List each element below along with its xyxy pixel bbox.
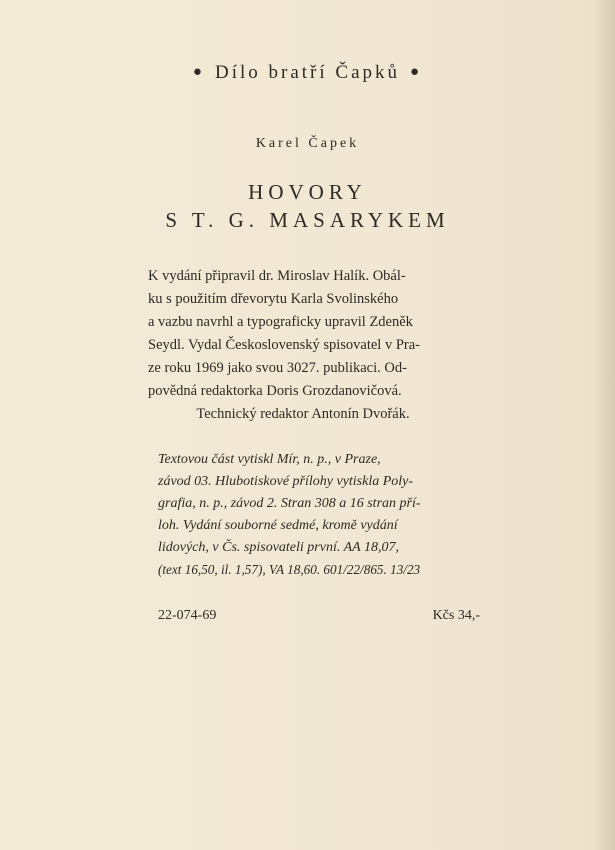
imprint-line: ku s použitím dřevorytu Karla Svolinského: [148, 291, 399, 307]
imprint-line: K vydání připravil dr. Miroslav Halík. Obál-: [148, 268, 406, 284]
colophon-line: loh. Vydání souborné sedmé, kromě vydání: [158, 518, 398, 533]
imprint-line: Seydl. Vydal Československý spisovatel v Pra-: [148, 337, 420, 353]
author-name: Karel Čapek: [255, 136, 360, 151]
imprint-line: ze roku 1969 jako svou 3027. publikaci. Od-: [148, 360, 407, 376]
bullet-right-icon: ●: [410, 64, 423, 80]
bullet-left-icon: ●: [192, 64, 205, 80]
colophon-line: Textovou část vytiskl Mír, n. p., v Praze,: [158, 452, 381, 467]
series-title: Dílo bratří Čapků: [214, 62, 401, 83]
catalog-number: 22-074-69: [158, 608, 217, 623]
book-title-line-1: HOVORY: [248, 180, 367, 204]
imprint-line: a vazbu navrhl a typograficky upravil Zdeněk: [148, 314, 413, 330]
colophon-line: (text 16,50, il. 1,57), VA 18,60. 601/22/865. 13/23: [158, 562, 421, 577]
colophon-line: závod 03. Hlubotiskové přílohy vytiskla Poly-: [158, 474, 414, 489]
footer-row: [158, 608, 480, 624]
page-edge-shadow: [593, 0, 615, 850]
colophon-line: lidových, v Čs. spisovateli první. AA 18,07,: [158, 540, 399, 555]
imprint-line: Technický redaktor Antonín Dvořák.: [196, 406, 410, 422]
book-title-line-2: S T. G. MASARYKEM: [165, 208, 450, 232]
price: Kčs 34,-: [432, 608, 480, 623]
series-heading: [0, 62, 615, 84]
colophon-line: grafia, n. p., závod 2. Stran 308 a 16 stran pří-: [158, 496, 421, 511]
imprint-line: povědná redaktorka Doris Grozdanovičová.: [148, 383, 402, 399]
